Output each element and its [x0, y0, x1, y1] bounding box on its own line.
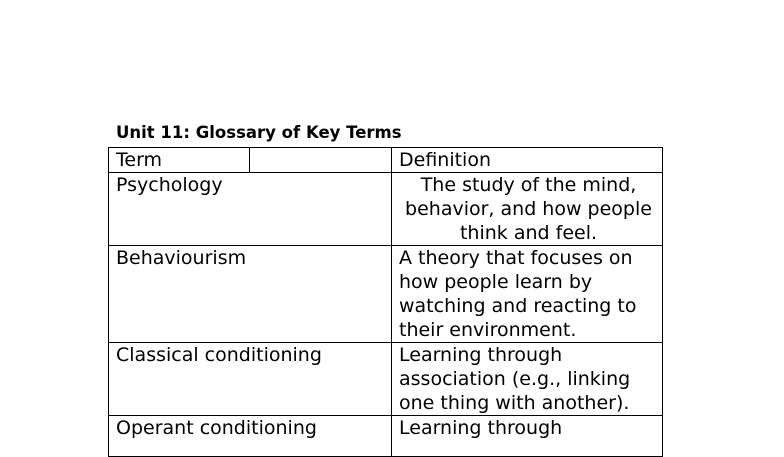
definition-cell: A theory that focuses on how people learn by watching and reacting to their environment.: [392, 246, 663, 343]
table-row: [109, 246, 663, 343]
header-term: Term: [109, 148, 250, 173]
term-cell: Psychology: [109, 173, 392, 246]
header-definition: Definition: [392, 148, 663, 173]
term-cell: Operant conditioning: [109, 416, 392, 457]
term-cell: Classical conditioning: [109, 343, 392, 416]
term-cell: Behaviourism: [109, 246, 392, 343]
definition-cell: Learning through association (e.g., linking one thing with another).: [392, 343, 663, 416]
glossary-table: [108, 147, 663, 457]
table-header-row: [109, 148, 663, 173]
table-row: [109, 343, 663, 416]
definition-cell: Learning through: [392, 416, 663, 457]
table-row: [109, 173, 663, 246]
header-blank: [250, 148, 392, 173]
table-row: [109, 416, 663, 457]
definition-cell: The study of the mind, behavior, and how people think and feel.: [392, 173, 663, 246]
page-title: Unit 11: Glossary of Key Terms: [116, 123, 402, 142]
